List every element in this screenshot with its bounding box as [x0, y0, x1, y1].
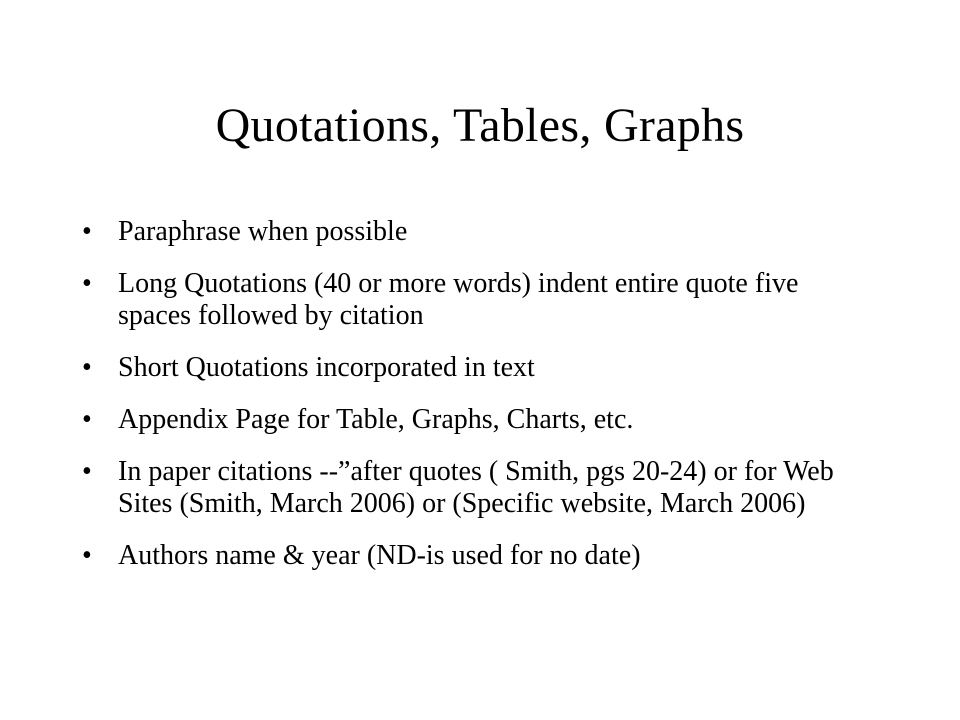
bullet-icon: • [82, 352, 92, 383]
slide-title: Quotations, Tables, Graphs [215, 99, 745, 152]
bullet-icon: • [82, 268, 92, 299]
bullet-text: Long Quotations (40 or more words) indent entire quote five spaces followed by citation [118, 268, 799, 331]
bullet-icon: • [82, 456, 92, 487]
bullet-item-paraphrase [82, 216, 872, 248]
bullet-text: In paper citations --”after quotes ( Smith, pgs 20-24) or for Web Sites (Smith, March 2006) or (Specific website, March 2006) [118, 456, 834, 519]
bullet-icon: • [82, 540, 92, 571]
bullet-text: Appendix Page for Table, Graphs, Charts, etc. [118, 404, 634, 435]
bullet-item-in-paper-citations [82, 456, 872, 520]
bullet-item-long-quotations [82, 268, 872, 332]
bullet-icon: • [82, 404, 92, 435]
bullet-icon: • [82, 216, 92, 247]
bullet-item-appendix-page [82, 404, 872, 436]
bullet-text: Short Quotations incorporated in text [118, 352, 535, 383]
bullet-text: Authors name & year (ND-is used for no date) [118, 540, 641, 571]
bullet-item-short-quotations [82, 352, 872, 384]
bullet-list [82, 216, 872, 592]
bullet-item-authors-name-year [82, 540, 872, 572]
bullet-text: Paraphrase when possible [118, 216, 408, 247]
